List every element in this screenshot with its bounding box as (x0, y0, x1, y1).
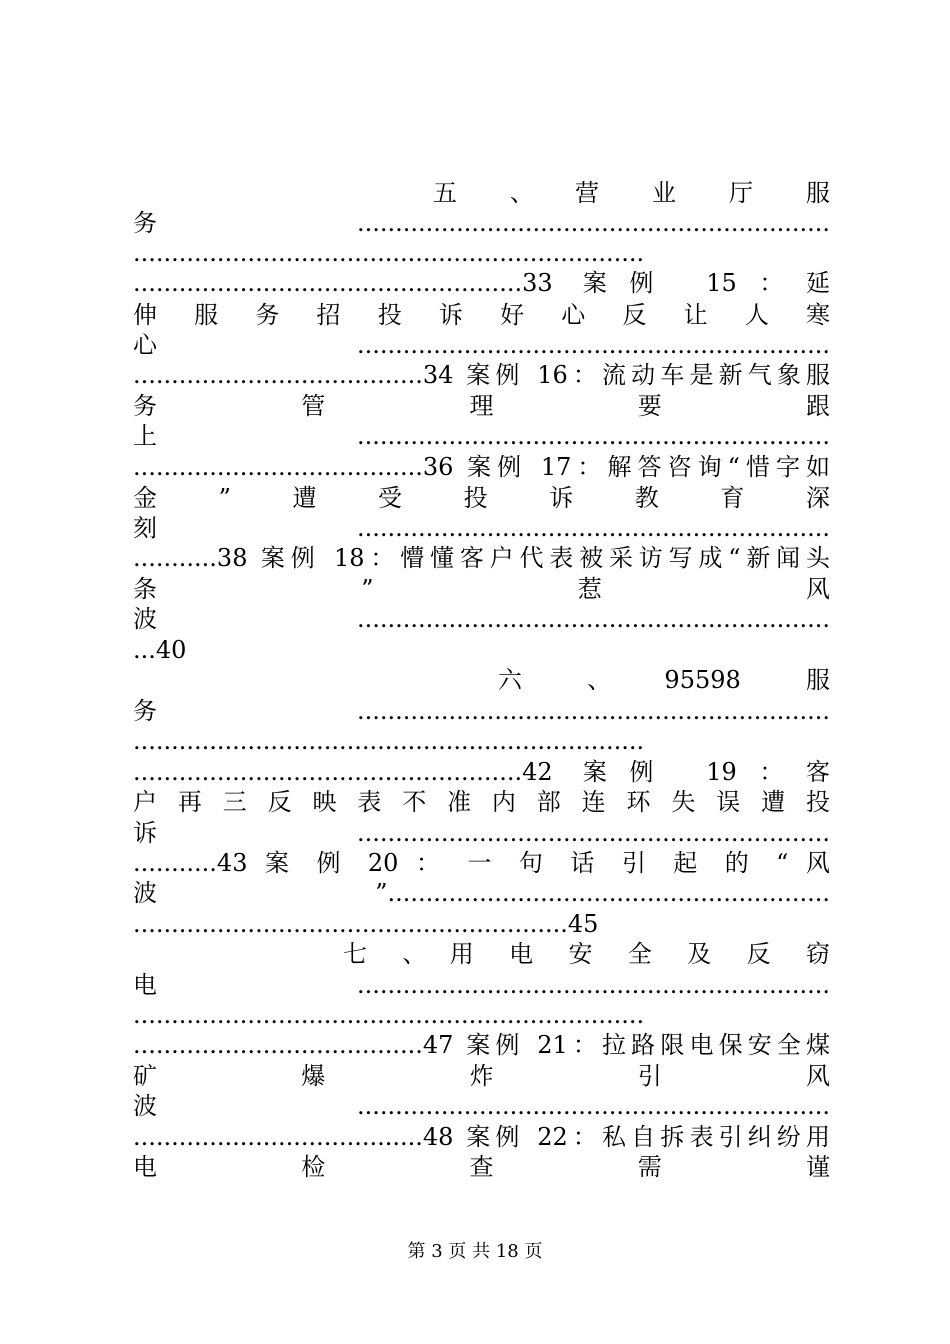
toc-line: 务.............................................................. (133, 209, 830, 237)
toc-line: ...........43 案 例 20 ： 一 句 话 引 起 的 “ 风 (133, 849, 830, 877)
toc-heading-5: 五 、 营 业 厅 服 (433, 179, 830, 207)
toc-line: ......................................34 案例 16：流动车是新气象服 (133, 361, 830, 389)
toc-line: 上.............................................................. (133, 422, 830, 450)
toc-line: ................................................................... (133, 1001, 645, 1029)
toc-line: 诉.............................................................. (133, 819, 830, 847)
toc-line: 电 检 查 需 谨 (133, 1153, 830, 1181)
toc-line: 电.............................................................. (133, 971, 830, 999)
toc-line: 刻.............................................................. (133, 514, 830, 542)
toc-line: 条 ” 惹 风 (133, 575, 830, 603)
toc-line: ...40 (133, 636, 187, 664)
toc-line: ......................................48 案例 22：私自拆表引纠纷用 (133, 1123, 830, 1151)
toc-line: 务 管 理 要 跟 (133, 392, 830, 420)
toc-line: ................................................................... (133, 239, 645, 267)
toc-line: ......................................47 案例 21：拉路限电保安全煤 (133, 1031, 830, 1059)
toc-heading-6: 六 、 95598 服 (498, 666, 830, 694)
toc-line: ...................................................42 案例 19：客 (133, 758, 830, 786)
toc-line: 伸 服 务 招 投 诉 好 心 反 让 人 寒 (133, 301, 830, 329)
toc-line: ................................................................... (133, 727, 645, 755)
toc-line: 矿 爆 炸 引 风 (133, 1062, 830, 1090)
page-footer: 第 3 页 共 18 页 (407, 1241, 543, 1262)
toc-line: 金 ” 遭 受 投 诉 教 育 深 (133, 484, 830, 512)
toc-line: .........................................................45 (133, 910, 599, 938)
toc-line: ...................................................33 案例 15：延 (133, 269, 830, 297)
toc-line: 户 再 三 反 映 表 不 准 内 部 连 环 失 误 遭 投 (133, 788, 830, 816)
toc-line: 波.............................................................. (133, 605, 830, 633)
toc-line: 波.............................................................. (133, 1092, 830, 1120)
toc-line: 波”.......................................................... (133, 879, 830, 907)
toc-line: ......................................36 案例 17：解答咨询“惜字如 (133, 453, 830, 481)
toc-line: 心.............................................................. (133, 331, 830, 359)
toc-heading-7: 七 、 用 电 安 全 及 反 窃 (343, 940, 830, 968)
toc-line: ...........38 案例 18：懵懂客户代表被采访写成“新闻头 (133, 544, 830, 572)
toc-line: 务.............................................................. (133, 697, 830, 725)
